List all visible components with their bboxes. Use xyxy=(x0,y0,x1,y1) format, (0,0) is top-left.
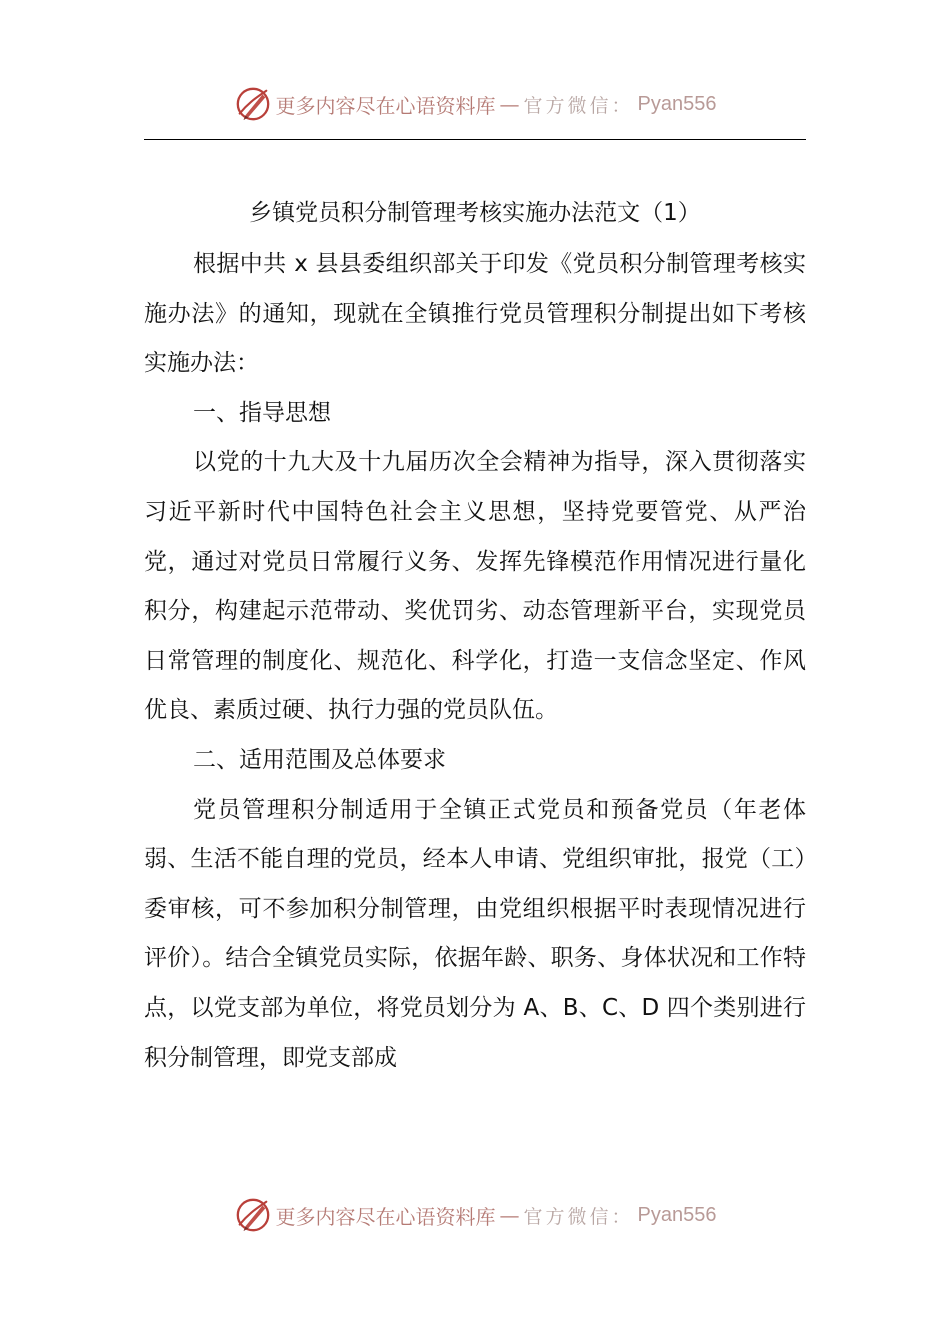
footer-wechat-label: 官方微信： xyxy=(523,1205,634,1228)
header-banner xyxy=(0,82,950,126)
document-body xyxy=(144,190,806,1083)
header-divider xyxy=(144,139,806,140)
pen-logo-icon xyxy=(234,85,272,123)
section2-paragraph: 党员管理积分制适用于全镇正式党员和预备党员（年老体弱、生活不能自理的党员，经本人申请、党组织审批，报党（工）委审核，可不参加积分制管理，由党组织根据平时表现情况进行评价）。结合全镇党员实际，依据年龄、职务、身体状况和工作特点，以党支部为单位，将党员划分为 A、B、C、D 四个类别进行积分制管理，即党支部成 xyxy=(144,796,806,1071)
pen-logo-icon xyxy=(234,1196,272,1234)
document-title: 乡镇党员积分制管理考核实施办法范文（1） xyxy=(249,200,701,226)
section2-heading: 二、适用范围及总体要求 xyxy=(193,746,446,773)
header-site-text: 更多内容尽在心语资料库 xyxy=(275,93,496,118)
header-separator: — xyxy=(499,92,520,116)
footer-banner xyxy=(0,1193,950,1237)
section1-paragraph: 以党的十九大及十九届历次全会精神为指导，深入贯彻落实习近平新时代中国特色社会主义思想，坚持党要管党、从严治党，通过对党员日常履行义务、发挥先锋模范作用情况进行量化积分，构建起示范带动、奖优罚劣、动态管理新平台，实现党员日常管理的制度化、规范化、科学化，打造一支信念坚定、作风优良、素质过硬、执行力强的党员队伍。 xyxy=(144,449,806,724)
footer-separator: — xyxy=(499,1203,520,1227)
section1-heading: 一、指导思想 xyxy=(193,399,331,426)
footer-wechat-id: Pyan556 xyxy=(637,1203,717,1226)
header-wechat-label: 官方微信： xyxy=(523,94,634,117)
intro-paragraph: 根据中共 x 县县委组织部关于印发《党员积分制管理考核实施办法》的通知，现就在全镇推行党员管理积分制提出如下考核实施办法： xyxy=(144,251,806,377)
footer-site-text: 更多内容尽在心语资料库 xyxy=(275,1204,496,1229)
header-wechat-id: Pyan556 xyxy=(637,92,717,115)
